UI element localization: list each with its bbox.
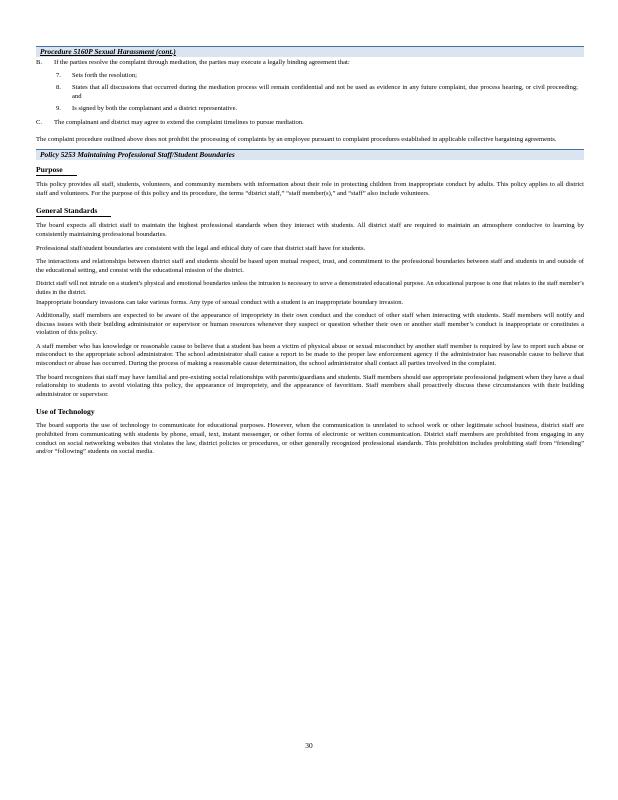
general-paragraph-4: District staff will not intrude on a student’s physical and emotional boundaries unless the intrusion is necessary to serve a demonstrated educational purpose. An educational purpose is one that relates to the staff member’s duties in the district. (36, 280, 584, 296)
technology-paragraph: The board supports the use of technology to communicate for educational purposes. However, when the communication is unrelated to school work or other legitimate school business, district staff are prohibited from communicating with students by phone, email, text, instant messenger, or other forms of electronic or written communication. District staff members are prohibited from engaging in any conduct on social networking websites that violates the law, district policies or procedures, or other generally recognized professional standards. This prohibition includes prohibiting staff from “friending” and/or “following” students on social media. (36, 422, 584, 456)
section-b-items (36, 72, 584, 114)
list-item (56, 84, 584, 101)
list-item-text: Is signed by both the complainant and a district representative. (72, 105, 238, 113)
section-c (36, 119, 584, 128)
section-b (36, 59, 584, 68)
general-paragraph-2: Professional staff/student boundaries are consistent with the legal and ethical duty of care that district staff have for students. (36, 244, 366, 252)
use-of-technology-heading: Use of Technology (36, 407, 95, 417)
list-item-number: 9. (56, 105, 61, 113)
complaint-procedure-paragraph: The complaint procedure outlined above does not prohibit the processing of complaints by an employee pursuant to complaint procedures established in applicable collective bargaining agreements. (36, 135, 557, 143)
list-item-text: Sets forth the resolution; (72, 71, 138, 79)
general-paragraph-7: A staff member who has knowledge or reasonable cause to believe that a student has been a victim of physical abuse or sexual misconduct by another staff member is required by law to report such abuse or misconduct to the appropriate school administrator. The school administrator shall cause a report to be made to the proper law enforcement agency if the administrator has reasonable cause to believe that misconduct or abuse has occurred. During the process of making a reasonable cause determination, the school administrator shall contact all parties involved in the complaint. (36, 342, 584, 368)
list-item-text: States that all discussions that occurred during the mediation process will remain confidential and not be used as evidence in any future complaint, due process hearing, or civil proceeding; and (72, 84, 578, 100)
section-c-text: The complainant and district may agree to extend the complaint timelines to pursue mediation. (54, 118, 304, 126)
general-paragraph-6: Additionally, staff members are expected to be aware of the appearance of impropriety in their own conduct and the conduct of other staff when interacting with students. Staff members will notify and discuss issues with their building administrator or supervisor or human resources whenever they suspect or question whether their own or another staff member’s conduct is inappropriate or constitutes a violation of this policy. (36, 312, 584, 337)
general-standards-heading: General Standards (36, 206, 111, 217)
purpose-heading: Purpose (36, 165, 77, 176)
list-item-number: 8. (56, 84, 61, 92)
general-paragraph-5: Inappropriate boundary invasions can take various forms. Any type of sexual conduct with a student is an inappropriate boundary invasion. (36, 298, 404, 306)
section-b-label: B. (36, 59, 43, 66)
list-item-number: 7. (56, 71, 61, 79)
list-item (56, 72, 584, 81)
purpose-paragraph: This policy provides all staff, students, volunteers, and community members with information about their role in protecting children from inappropriate conduct by adults. This policy applies to all district staff and volunteers. For the purpose of this policy and its procedure, the terms “district staff,” “staff member(s),” and “staff” also include volunteers. (36, 181, 584, 197)
procedure-header: Procedure 5160P Sexual Harassment (cont.) (36, 46, 584, 57)
section-b-text: If the parties resolve the complaint through mediation, the parties may execute a legally binding agreement that: (54, 59, 350, 66)
page-number: 30 (305, 741, 313, 750)
list-item (56, 105, 584, 114)
general-paragraph-8: The board recognizes that staff may have familial and pre-existing social relationships with parents/guardians and students. Staff members should use appropriate professional judgment when they have a dual relationship to students to avoid violating this policy, the appearance of impropriety, and the appearance of favoritism. Staff members shall proactively discuss these circumstances with their building administrator or supervisor. (36, 373, 584, 398)
section-c-label: C. (36, 118, 43, 126)
policy-header: Policy 5253 Maintaining Professional Staff/Student Boundaries (36, 149, 584, 160)
general-paragraph-3: The interactions and relationships between district staff and students should be based upon mutual respect, trust, and commitment to the professional boundaries between staff and students in and outside of the educational setting, and consist with the educational mission of the district. (36, 258, 584, 274)
general-paragraph-1: The board expects all district staff to maintain the highest professional standards when they interact with students. All district staff are required to maintain an atmosphere conducive to learning by consistently maintaining professional boundaries. (36, 222, 584, 238)
document-page (36, 46, 584, 462)
